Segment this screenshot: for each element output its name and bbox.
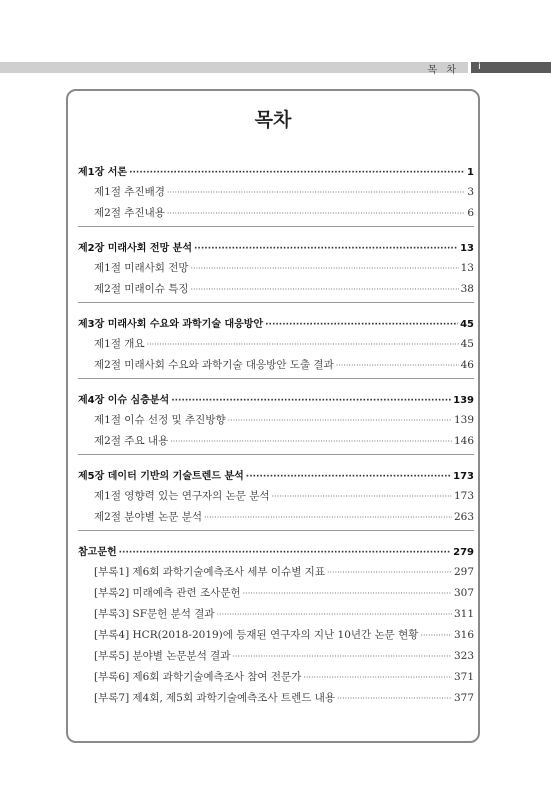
toc-chapter-2[interactable] — [78, 239, 474, 254]
toc-entry-label: [부록5] 분야별 논문분석 결과 — [94, 650, 231, 662]
toc-section-1-1[interactable] — [94, 184, 474, 199]
toc-entry-label: 제1절 개요 — [94, 338, 145, 350]
toc-entry-label: 제1절 미래사회 전망 — [94, 262, 189, 274]
toc-chapter-5[interactable] — [78, 467, 474, 482]
toc-section-4-2[interactable] — [94, 433, 474, 448]
toc-entry-label: 제2장 미래사회 전망 분석 — [78, 243, 193, 254]
toc-entry-label: [부록4] HCR(2018-2019)에 등재된 연구자의 지난 10년간 논문 현황 — [94, 629, 419, 641]
toc-section-3-2[interactable] — [94, 357, 474, 372]
toc-appendix-2[interactable] — [94, 585, 474, 600]
leader-dots — [167, 209, 465, 218]
header-dark-band — [471, 62, 551, 73]
toc-entry-label: [부록6] 제6회 과학기술예측조사 참여 전문가 — [94, 671, 302, 683]
toc-page-number: 279 — [453, 547, 474, 558]
toc-entry-label: [부록1] 제6회 과학기술예측조사 세부 이슈별 지표 — [94, 566, 325, 578]
toc-page-number: 173 — [453, 490, 474, 502]
toc-page-number: 377 — [453, 692, 474, 704]
leader-dots — [147, 340, 459, 349]
leader-dots — [167, 188, 465, 197]
toc-entry-label: 제3장 미래사회 수요와 과학기술 대응방안 — [78, 319, 264, 330]
toc-box — [66, 89, 480, 743]
toc-appendix-1[interactable] — [94, 564, 474, 579]
toc-entry-label: 제1절 추진배경 — [94, 186, 165, 198]
toc-appendix-3[interactable] — [94, 606, 474, 621]
toc-entry-label: 제2절 분야별 논문 분석 — [94, 511, 202, 523]
toc-entry-label: 제2절 주요 내용 — [94, 435, 169, 447]
toc-page-number: 3 — [467, 186, 474, 198]
toc-section-1-2[interactable] — [94, 205, 474, 220]
toc-page-number: 45 — [460, 338, 474, 350]
toc-entry-label: [부록3] SF문헌 분석 결과 — [94, 608, 215, 620]
leader-dots — [228, 416, 452, 425]
toc-references[interactable] — [78, 543, 474, 558]
leader-dots — [129, 168, 465, 178]
toc-appendix-7[interactable] — [94, 690, 474, 705]
leader-dots — [217, 610, 452, 619]
toc-page-number: 263 — [453, 511, 474, 523]
header-gray-band — [0, 62, 468, 73]
leader-dots — [420, 631, 452, 640]
toc-title: 목차 — [254, 109, 292, 131]
leader-dots — [337, 694, 452, 703]
toc-page-number: 38 — [460, 283, 474, 295]
toc-section-2-2[interactable] — [94, 281, 474, 296]
toc-section-3-1[interactable] — [94, 336, 474, 351]
toc-page-number: 307 — [453, 587, 474, 599]
toc-page-number: 13 — [460, 262, 474, 274]
toc-appendix-4[interactable] — [94, 627, 474, 642]
toc-page-number: 6 — [467, 207, 474, 219]
toc-page-number: 316 — [453, 629, 474, 641]
leader-dots — [204, 513, 452, 522]
section-divider — [78, 378, 474, 379]
toc-entry-label: 제2절 미래이슈 특징 — [94, 283, 189, 295]
toc-entry-label: 참고문헌 — [78, 547, 117, 558]
toc-entry-label: 제1절 이슈 선정 및 추진방향 — [94, 414, 226, 426]
toc-page-number: 13 — [460, 243, 474, 254]
header-section-label: 목 차 — [427, 65, 459, 76]
toc-appendix-5[interactable] — [94, 648, 474, 663]
toc-entry-label: [부록7] 제4회, 제5회 과학기술예측조사 트렌드 내용 — [94, 692, 335, 704]
toc-page-number: 46 — [460, 359, 474, 371]
toc-entry-label: 제4장 이슈 심층분석 — [78, 395, 170, 406]
header-page-number: i — [478, 61, 481, 72]
toc-page-number: 371 — [453, 671, 474, 683]
toc-entry-label: 제2절 미래사회 수요와 과학기술 대응방안 도출 결과 — [94, 359, 334, 371]
section-divider — [78, 302, 474, 303]
toc-chapter-4[interactable] — [78, 391, 474, 406]
leader-dots — [303, 673, 452, 682]
leader-dots — [119, 548, 451, 558]
toc-chapter-3[interactable] — [78, 315, 474, 330]
leader-dots — [243, 589, 452, 598]
toc-page-number: 1 — [467, 167, 474, 178]
leader-dots — [232, 652, 451, 661]
toc-page-number: 45 — [460, 319, 474, 330]
leader-dots — [327, 568, 452, 577]
toc-page-number: 311 — [453, 608, 474, 620]
toc-section-5-2[interactable] — [94, 509, 474, 524]
section-divider — [78, 454, 474, 455]
toc-page-number: 139 — [453, 414, 474, 426]
leader-dots — [194, 244, 458, 254]
leader-dots — [191, 285, 459, 294]
toc-entry-label: 제1절 영향력 있는 연구자의 논문 분석 — [94, 490, 270, 502]
toc-section-2-1[interactable] — [94, 260, 474, 275]
toc-entry-label: 제2절 추진내용 — [94, 207, 165, 219]
leader-dots — [265, 320, 458, 330]
toc-section-4-1[interactable] — [94, 412, 474, 427]
toc-page-number: 173 — [453, 471, 474, 482]
leader-dots — [336, 361, 459, 370]
toc-page-number: 297 — [453, 566, 474, 578]
leader-dots — [170, 437, 452, 446]
section-divider — [78, 226, 474, 227]
toc-page-number: 323 — [453, 650, 474, 662]
toc-entry-label: 제5장 데이터 기반의 기술트렌드 분석 — [78, 471, 244, 482]
toc-page-number: 139 — [453, 395, 474, 406]
toc-chapter-1[interactable] — [78, 163, 474, 178]
toc-appendix-6[interactable] — [94, 669, 474, 684]
leader-dots — [272, 492, 452, 501]
toc-section-5-1[interactable] — [94, 488, 474, 503]
page-header-bar — [0, 61, 551, 76]
leader-dots — [171, 396, 451, 406]
toc-entry-label: 제1장 서론 — [78, 167, 128, 178]
section-divider — [78, 530, 474, 531]
toc-entry-label: [부록2] 미래예측 관련 조사문헌 — [94, 587, 241, 599]
leader-dots — [191, 264, 459, 273]
leader-dots — [246, 472, 451, 482]
toc-page-number: 146 — [453, 435, 474, 447]
